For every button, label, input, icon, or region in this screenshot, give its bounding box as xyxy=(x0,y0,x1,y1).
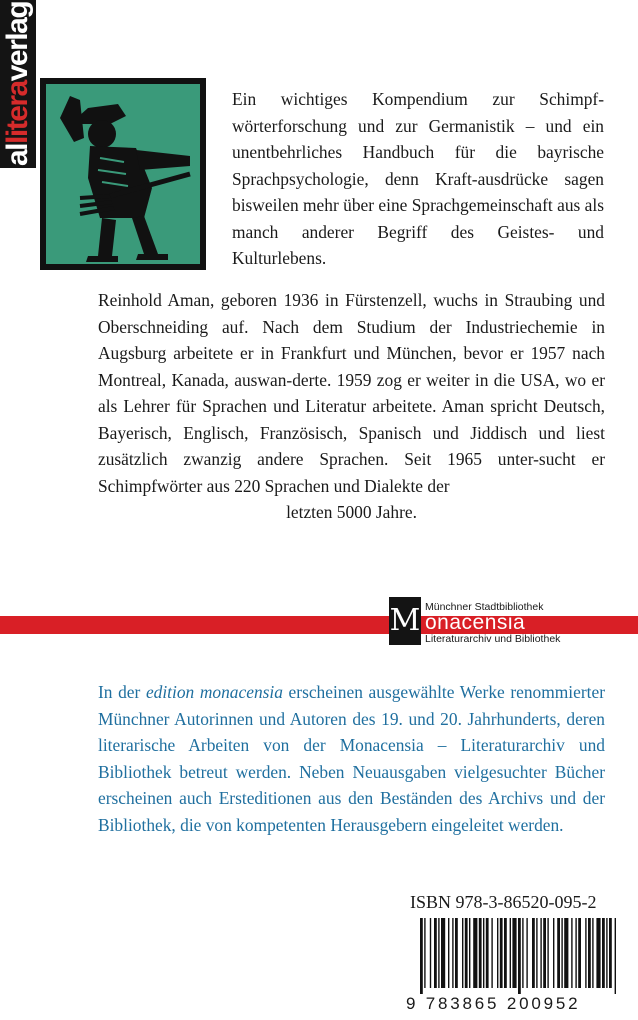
barcode-bar xyxy=(602,918,605,988)
barcode-bar xyxy=(557,918,560,988)
publisher-logo-text: alliteraverlag xyxy=(1,1,34,166)
barcode-bar xyxy=(585,918,586,988)
barcode-bar xyxy=(571,918,572,988)
blurb-paragraph xyxy=(232,86,604,272)
barcode-bar xyxy=(420,918,423,994)
bio-last-line: letzten 5000 Jahre. xyxy=(286,502,417,522)
barcode-bar xyxy=(553,918,554,988)
edition-italic: edition monacensia xyxy=(145,682,283,702)
barcode-bar xyxy=(564,918,568,988)
barcode-bar xyxy=(430,918,431,988)
barcode-bar xyxy=(500,918,503,988)
barcode-bar xyxy=(424,918,425,988)
barcode-bar xyxy=(543,918,546,988)
monacensia-top-line: Münchner Stadtbibliothek xyxy=(425,601,544,613)
monacensia-letter-box: M xyxy=(389,597,421,645)
barcode-bar xyxy=(512,918,516,988)
barcode-bar xyxy=(486,918,489,988)
barcode-bar xyxy=(438,918,439,988)
monacensia-logo xyxy=(389,595,638,647)
woodcut-illustration-icon xyxy=(40,78,206,270)
barcode-bar xyxy=(441,918,445,988)
barcode-bar xyxy=(532,918,535,988)
barcode-icon xyxy=(420,918,620,994)
barcode-bar xyxy=(615,918,616,994)
barcode-bar xyxy=(588,918,591,988)
barcode-bar xyxy=(491,918,492,988)
barcode-digits: 9 783865 200952 xyxy=(406,994,581,1013)
barcode-bar xyxy=(575,918,576,988)
barcode-bar xyxy=(455,918,458,988)
author-biography xyxy=(98,287,605,526)
barcode-bar xyxy=(497,918,498,988)
barcode-bar xyxy=(479,918,482,988)
barcode-bar xyxy=(504,918,507,988)
edition-paragraph xyxy=(98,679,605,838)
blurb-text: Ein wichtiges Kompendium zur Schimpf-wörterforschung und zur Germanistik – und ein unentbehrliches Handbuch für die bayrische Sprachpsychologie, denn Kraft-ausdrücke sagen bisweilen mehr über eine Sprachgemeinschaft aus als manch anderer Begriff des Geistes- und Kulturlebens. xyxy=(232,89,604,268)
barcode-bar xyxy=(448,918,449,988)
monacensia-name: onacensia xyxy=(425,611,526,634)
barcode-bar xyxy=(465,918,468,988)
monacensia-sub-line: Literaturarchiv und Bibliothek xyxy=(425,633,561,645)
barcode-bar xyxy=(561,918,562,988)
barcode-bar xyxy=(452,918,453,988)
barcode-bar xyxy=(578,918,581,988)
publisher-logo xyxy=(0,0,36,168)
barcode-bar xyxy=(526,918,527,988)
barcode-bar xyxy=(536,918,537,988)
barcode-bar xyxy=(609,918,612,988)
barcode-bar xyxy=(606,918,607,988)
barcode-bar xyxy=(522,918,523,988)
isbn-label: ISBN 978-3-86520-095-2 xyxy=(410,892,597,912)
edition-text: In der edition monacensia erscheinen ausgewählte Werke renommierter Münchner Autorinnen und Autoren des 19. und 20. Jahrhunderts, deren literarische Arbeiten von der Monacensia – Literaturarchiv und Bibliothek betreut werden. Neben Neuausgaben vielgesuchter Bücher erscheinen auch Ersteditionen aus den Beständen des Archivs und der Bibliothek, die von kompetenten Herausgebern eingeleitet werden. xyxy=(98,682,605,835)
barcode-bar xyxy=(473,918,477,988)
barcode-bar xyxy=(469,918,470,988)
bio-text: Reinhold Aman, geboren 1936 in Fürstenzell, wuchs in Straubing und Oberschneiding auf. Nach dem Studium der Industriechemie in Augsburg arbeitete er in Frankfurt und München, bevor er 1957 nach Montreal, Kanada, auswan-derte. 1959 zog er weiter in die USA, wo er als Lehrer für Sprachen und Literatur arbeitete. Aman spricht Deutsch, Bayerisch, Englisch, Französisch, Spanisch und Jiddisch und liest zusätzlich zwanzig andere Sprachen. Seit 1965 unter-sucht er Schimpfwörter aus 220 Sprachen und Dialekte der xyxy=(98,290,605,496)
barcode-bar xyxy=(483,918,484,988)
barcode-bar xyxy=(596,918,600,988)
barcode-bar xyxy=(462,918,463,988)
barcode-bar xyxy=(547,918,548,988)
barcode-bar xyxy=(510,918,511,988)
barcode-bar xyxy=(592,918,593,988)
barcode-bar xyxy=(540,918,541,988)
barcode-bar xyxy=(434,918,437,988)
barcode-bar xyxy=(518,918,521,994)
